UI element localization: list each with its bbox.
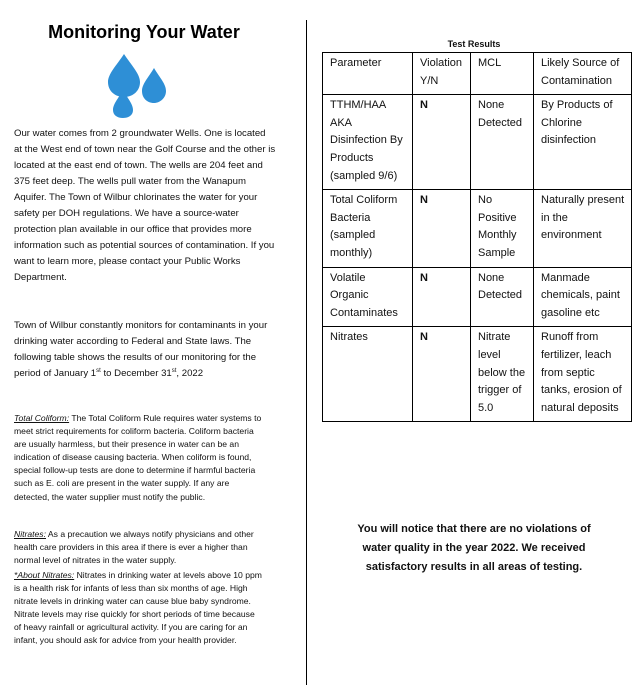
cell-source: Runoff from fertilizer, leach from septic tanks, erosion of natural deposits: [534, 327, 632, 422]
table-row: [323, 327, 632, 422]
test-results-table: [322, 52, 632, 422]
nitrates-note: [14, 528, 262, 567]
total-coliform-text: The Total Coliform Rule requires water systems to meet strict requirements for coliform bacteria. Coliform bacteria are usually harmless, but their presence in water can be an indication of disease causing bacteria. When coliform is found, special follow-up tests are done to determine if harmful bacteria such as E. coli are present in the water supply. If any are detected, the water supplier must notify the public.: [14, 413, 262, 502]
table-row: [323, 190, 632, 267]
cell-parameter: Volatile Organic Contaminates: [323, 267, 413, 327]
header-violation: Violation Y/N: [413, 53, 471, 95]
table-row: [323, 95, 632, 190]
column-divider: [306, 20, 307, 685]
header-mcl: MCL: [471, 53, 534, 95]
cell-mcl: None Detected: [471, 95, 534, 190]
table-row: [323, 267, 632, 327]
monitoring-paragraph: [14, 318, 276, 382]
about-nitrates-text: Nitrates in drinking water at levels above 10 ppm is a health risk for infants of less than six months of age. High nitrate levels in drinking water can cause blue baby syndrome. Nitrate levels may rise quickly for short periods of time because of heavy rainfall or agricultural activity. If you are caring for an infant, you should ask for advice from your health provider.: [14, 570, 262, 646]
cell-violation: N: [413, 95, 471, 190]
right-column: [316, 0, 643, 685]
cell-source: Naturally present in the environment: [534, 190, 632, 267]
cell-source: By Products of Chlorine disinfection: [534, 95, 632, 190]
cell-source: Manmade chemicals, paint gasoline etc: [534, 267, 632, 327]
nitrates-text: As a precaution we always notify physicians and other health care providers in this area if there is ever a higher than normal level of nitrates in the water supply.: [14, 529, 254, 566]
cell-violation: N: [413, 190, 471, 267]
total-coliform-heading: Total Coliform:: [14, 413, 70, 423]
water-drops-icon: [102, 50, 174, 118]
page-title: Monitoring Your Water: [48, 22, 240, 42]
cell-mcl: No Positive Monthly Sample: [471, 190, 534, 267]
water-drop: [142, 68, 166, 103]
cell-parameter: Nitrates: [323, 327, 413, 422]
about-nitrates-heading: *About Nitrates:: [14, 570, 75, 580]
ordinal-suffix: st: [96, 367, 101, 374]
table-title: Test Results: [447, 39, 501, 49]
water-drop: [108, 54, 140, 97]
conclusion-note: You will notice that there are no violations of water quality in the year 2022. We received satisfactory results in all areas of testing.: [357, 523, 591, 573]
monitoring-text-mid: to December 31: [100, 368, 172, 379]
header-parameter: Parameter: [323, 53, 413, 95]
cell-violation: N: [413, 267, 471, 327]
header-likely-source: Likely Source of Contamination: [534, 53, 632, 95]
cell-parameter: TTHM/HAA AKA Disinfection By Products (sampled 9/6): [323, 95, 413, 190]
monitoring-text-end: , 2022: [176, 368, 204, 379]
cell-violation: N: [413, 327, 471, 422]
about-nitrates-note: [14, 569, 262, 648]
total-coliform-note: [14, 412, 262, 504]
cell-mcl: Nitrate level below the trigger of 5.0: [471, 327, 534, 422]
table-header-row: [323, 53, 632, 95]
intro-paragraph: Our water comes from 2 groundwater Wells. One is located at the West end of town near the Golf Course and the other is located at the east end of town. The wells are 204 feet and 375 feet deep. The wells pull water from the Wanapum Aquifer. The Town of Wilbur chlorinates the water for your safety per DOH regulations. We have a source-water protection plan available in our office that provides more information such as potential sources of contamination. If you want to learn more, please contact your Public Works Department.: [14, 128, 276, 283]
ordinal-suffix: st: [171, 367, 177, 374]
cell-mcl: None Detected: [471, 267, 534, 327]
left-column: [0, 0, 300, 685]
monitoring-text-start: Town of Wilbur constantly monitors for contaminants in your drinking water according to Federal and State laws. The following table shows the results of our monitoring for the period of January 1: [14, 320, 268, 379]
cell-parameter: Total Coliform Bacteria (sampled monthly): [323, 190, 413, 267]
nitrates-heading: Nitrates:: [14, 529, 46, 539]
